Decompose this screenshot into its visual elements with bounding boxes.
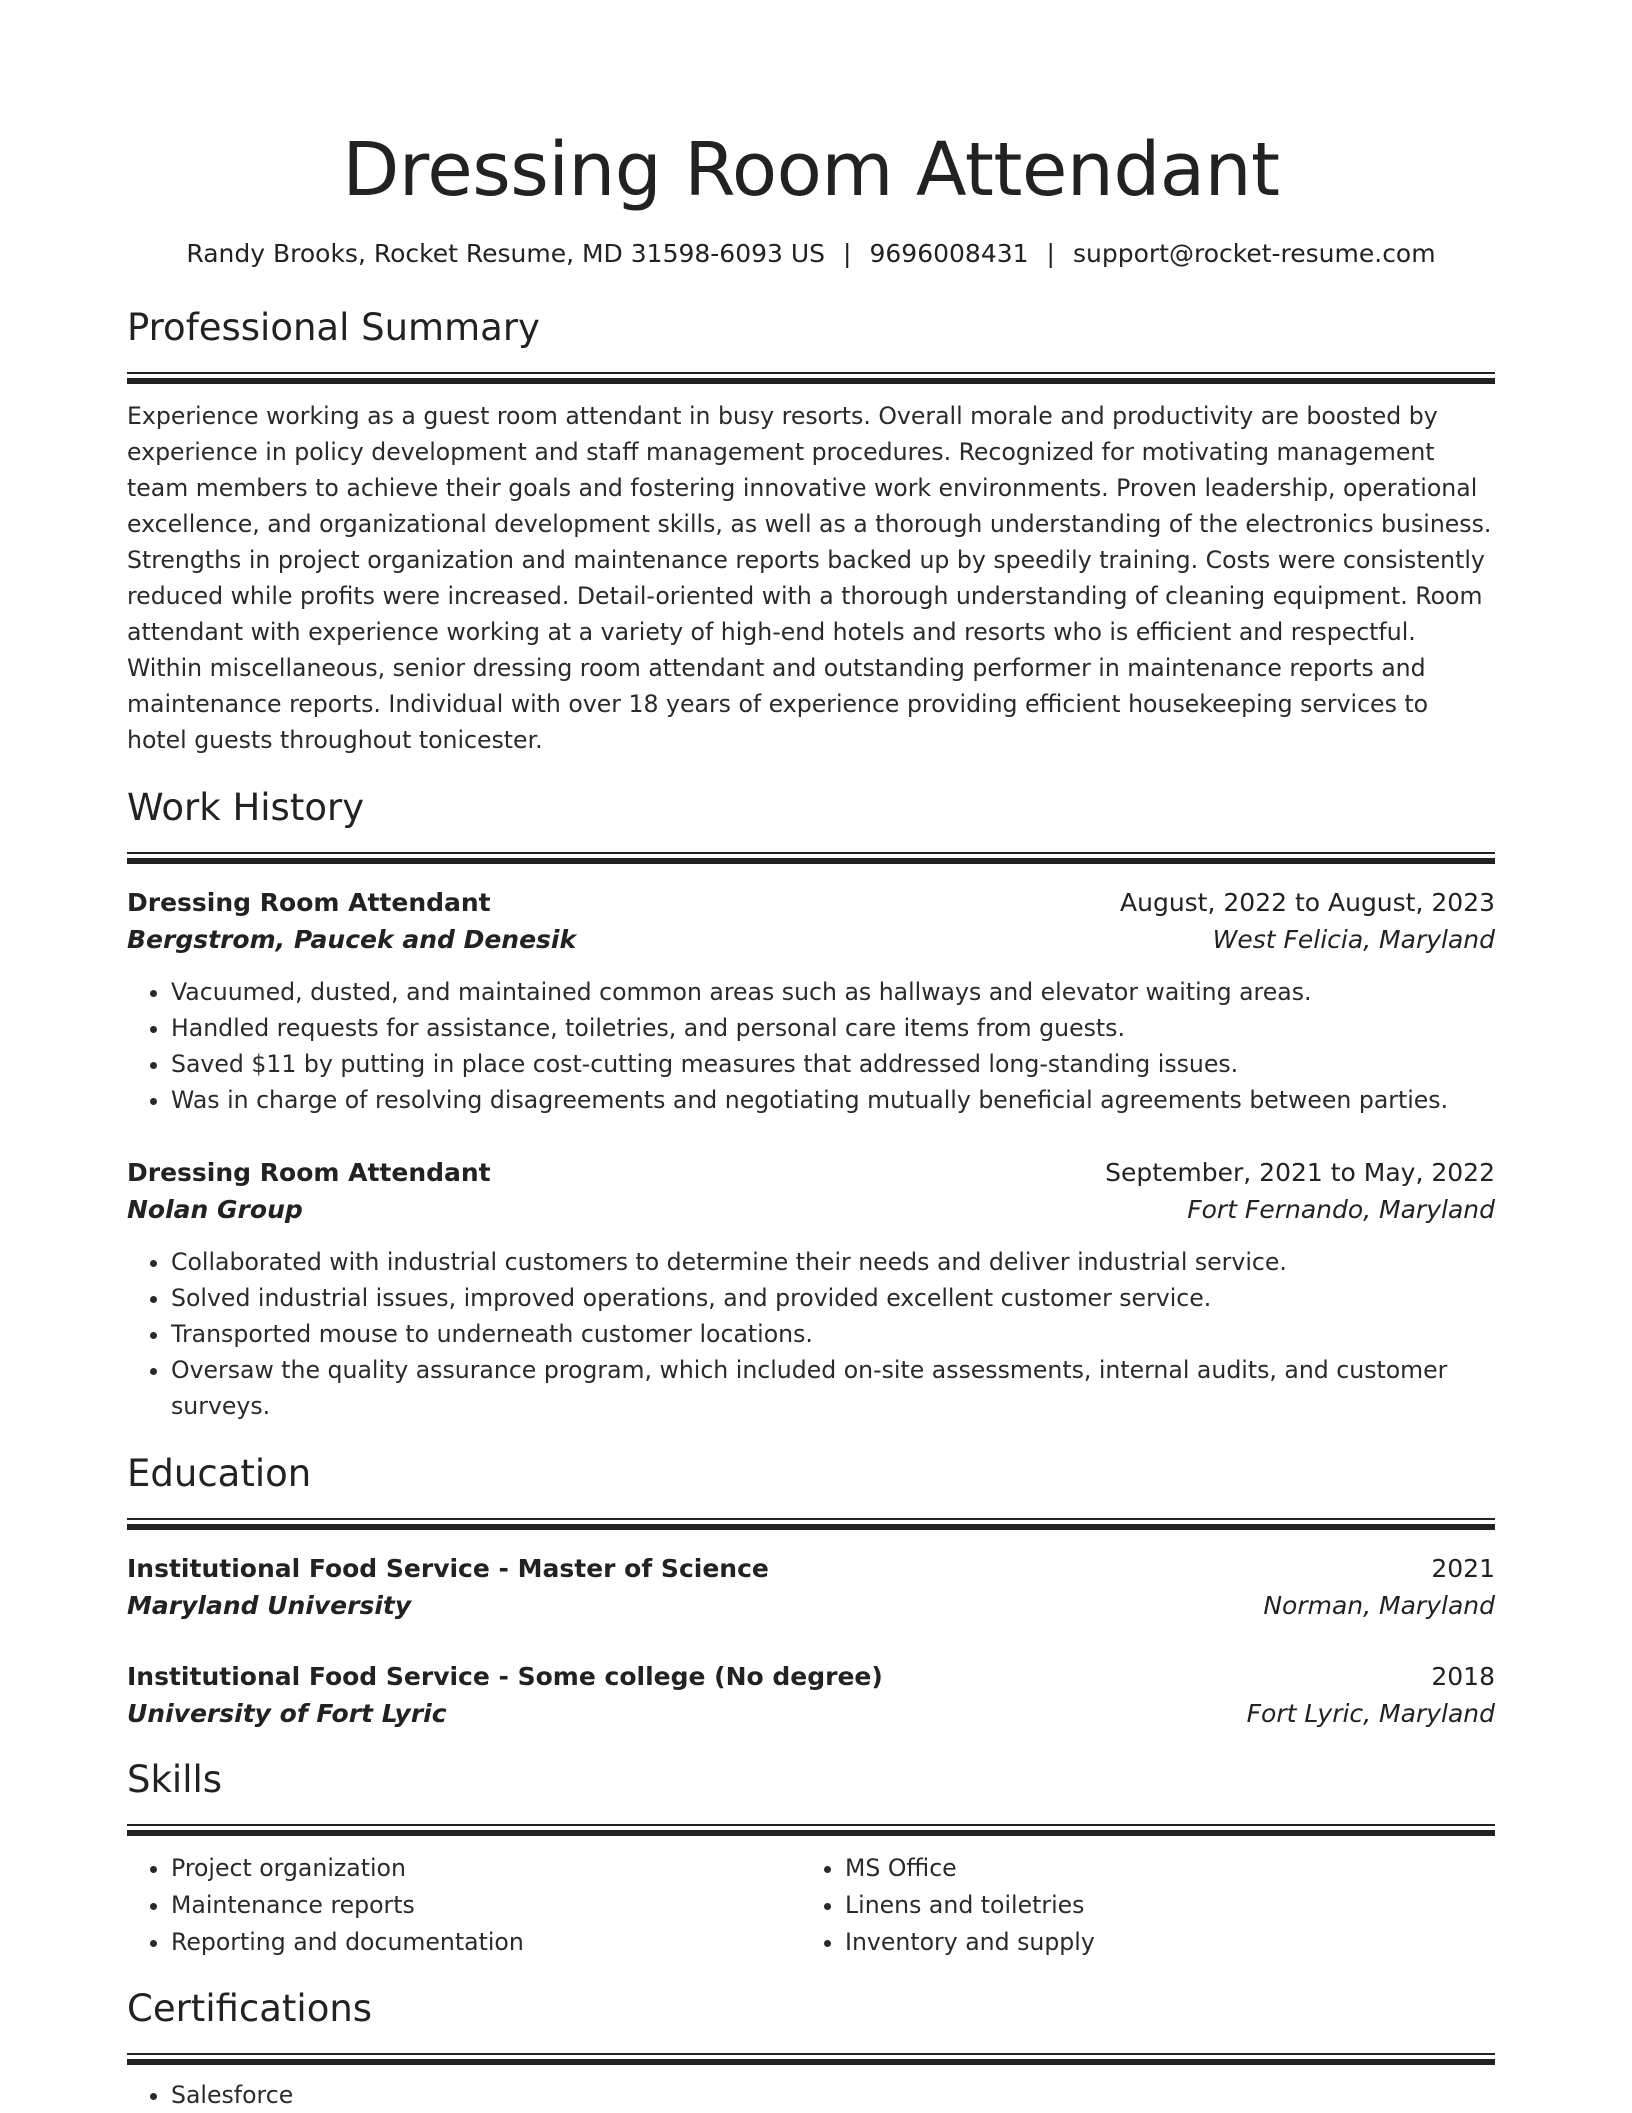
education-degree: Institutional Food Service - Some college (No degree)	[127, 1662, 883, 1691]
resume-title: Dressing Room Attendant	[342, 127, 1280, 213]
education-section	[127, 1448, 1495, 1732]
job-company-row	[127, 1192, 1495, 1228]
contact-email: support@rocket-resume.com	[1072, 239, 1436, 268]
summary-text: Experience working as a guest room attendant in busy resorts. Overall morale and productivity are boosted by experience in policy development and staff management procedures. Recognized for motivating management team members to achieve their goals and fostering innovative work environments. Proven leadership, operational excellence, and organizational development skills, as well as a thorough understanding of the electronics business. Strengths in project organization and maintenance reports backed up by speedily training. Costs were consistently reduced while profits were increased. Detail-oriented with a thorough understanding of cleaning equipment. Room attendant with experience working at a variety of high-end hotels and resorts who is efficient and respectful. Within miscellaneous, senior dressing room attendant and outstanding performer in maintenance reports and maintenance reports. Individual with over 18 years of experience providing efficient housekeeping services to hotel guests throughout tonicester.	[127, 402, 1492, 754]
job-company-row	[127, 922, 1495, 958]
job-location: Fort Fernando, Maryland	[1187, 1195, 1495, 1224]
section-divider	[127, 2053, 1495, 2065]
contact-phone: 9696008431	[869, 239, 1029, 268]
contact-separator: |	[1046, 239, 1055, 268]
skill-item: • Inventory and supply	[845, 1924, 1475, 1961]
contact-address: Randy Brooks, Rocket Resume, MD 31598-6093 US	[186, 239, 826, 268]
section-heading-work: Work History	[127, 786, 365, 829]
certification-item: • Salesforce	[171, 2077, 1495, 2113]
education-location: Fort Lyric, Maryland	[1246, 1699, 1495, 1728]
resume-page	[127, 0, 1495, 2113]
section-divider	[127, 852, 1495, 864]
job-entry	[127, 884, 1495, 1118]
education-location: Norman, Maryland	[1263, 1591, 1495, 1620]
education-entry	[127, 1658, 1495, 1732]
job-bullet: • Handled requests for assistance, toiletries, and personal care items from guests.	[171, 1010, 1495, 1046]
job-bullet: • Saved $11 by putting in place cost-cutting measures that addressed long-standing issues.	[171, 1046, 1495, 1082]
skills-grid	[127, 1850, 1495, 1961]
skills-section	[127, 1754, 1495, 1961]
job-bullet: • Solved industrial issues, improved operations, and provided excellent customer service.	[171, 1280, 1495, 1316]
education-entry	[127, 1550, 1495, 1624]
job-header-row	[127, 884, 1495, 922]
section-heading-education: Education	[127, 1452, 312, 1495]
job-bullets	[127, 974, 1495, 1118]
section-divider	[127, 1518, 1495, 1530]
education-school-row	[127, 1588, 1495, 1624]
job-bullet: • Collaborated with industrial customers to determine their needs and deliver industrial service.	[171, 1244, 1495, 1280]
job-dates: August, 2022 to August, 2023	[1120, 888, 1495, 917]
skills-column-right	[801, 1850, 1475, 1961]
section-heading-skills: Skills	[127, 1758, 223, 1801]
education-header-row	[127, 1658, 1495, 1696]
skill-item: • Maintenance reports	[171, 1887, 801, 1924]
job-bullet: • Vacuumed, dusted, and maintained common areas such as hallways and elevator waiting areas.	[171, 974, 1495, 1010]
job-entry	[127, 1154, 1495, 1424]
job-bullet: • Transported mouse to underneath customer locations.	[171, 1316, 1495, 1352]
job-bullet: • Was in charge of resolving disagreements and negotiating mutually beneficial agreements between parties.	[171, 1082, 1495, 1118]
section-divider	[127, 1824, 1495, 1836]
contact-separator: |	[843, 239, 852, 268]
education-year: 2018	[1431, 1662, 1495, 1691]
job-bullets	[127, 1244, 1495, 1424]
job-bullet: • Oversaw the quality assurance program, which included on-site assessments, internal audits, and customer surveys.	[171, 1352, 1495, 1424]
education-school-row	[127, 1696, 1495, 1732]
certifications-section	[127, 1983, 1495, 2113]
job-title: Dressing Room Attendant	[127, 1158, 491, 1187]
job-dates: September, 2021 to May, 2022	[1105, 1158, 1495, 1187]
skill-item: • Reporting and documentation	[171, 1924, 801, 1961]
skill-item: • Linens and toiletries	[845, 1887, 1475, 1924]
skills-column-left	[127, 1850, 801, 1961]
education-school: Maryland University	[127, 1591, 412, 1620]
education-degree: Institutional Food Service - Master of Science	[127, 1554, 769, 1583]
job-company: Bergstrom, Paucek and Denesik	[127, 925, 577, 954]
skill-item: • MS Office	[845, 1850, 1475, 1887]
summary-section	[127, 302, 1495, 758]
skill-item: • Project organization	[171, 1850, 801, 1887]
section-heading-certifications: Certifications	[127, 1987, 373, 2030]
contact-line	[127, 236, 1495, 272]
section-divider	[127, 372, 1495, 384]
job-company: Nolan Group	[127, 1195, 303, 1224]
education-school: University of Fort Lyric	[127, 1699, 447, 1728]
education-header-row	[127, 1550, 1495, 1588]
job-location: West Felicia, Maryland	[1212, 925, 1495, 954]
job-header-row	[127, 1154, 1495, 1192]
work-history-section	[127, 782, 1495, 1424]
certification-list	[127, 2077, 1495, 2113]
education-year: 2021	[1431, 1554, 1495, 1583]
section-heading-summary: Professional Summary	[127, 306, 540, 349]
job-title: Dressing Room Attendant	[127, 888, 491, 917]
